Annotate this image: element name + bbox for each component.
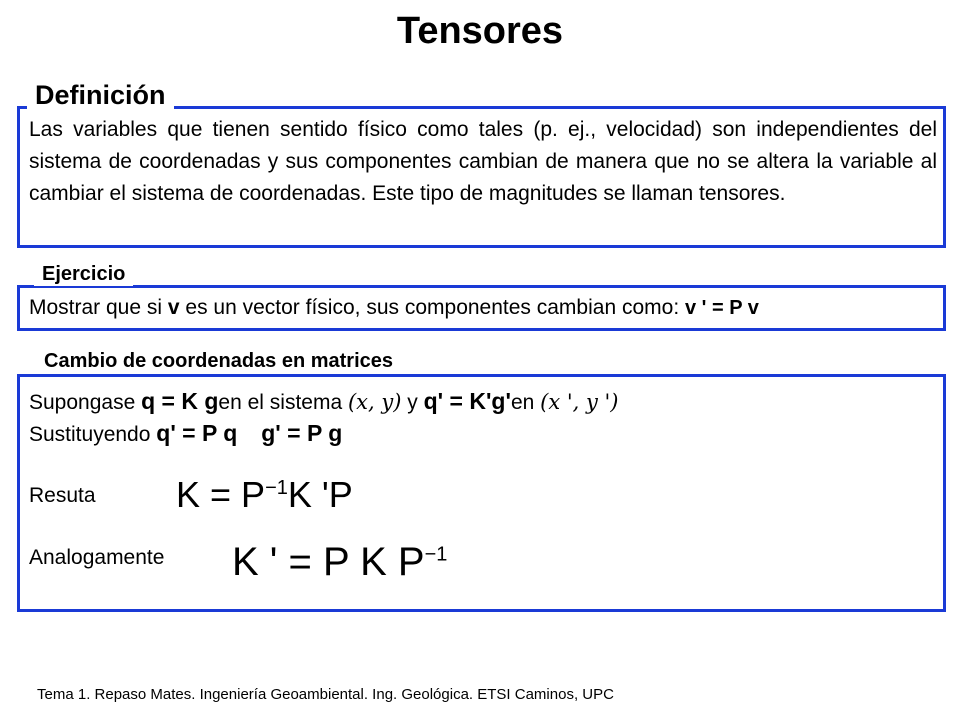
formula-g-pg: g' = P g bbox=[261, 420, 343, 446]
exercise-formula: v ' = P v bbox=[685, 297, 759, 319]
sustituyendo-label: Sustituyendo bbox=[29, 423, 157, 446]
y-label: y bbox=[401, 391, 424, 414]
supongase-label: Supongase bbox=[29, 391, 142, 414]
analog-formula-lhs: K ' = P K P bbox=[232, 540, 425, 584]
coordinate-change-heading: Cambio de coordenadas en matrices bbox=[36, 350, 401, 373]
resuta-formula-rhs: K 'P bbox=[287, 474, 353, 515]
resuta-formula bbox=[176, 474, 353, 516]
formula-q-kg: q = K g bbox=[141, 388, 219, 414]
exercise-vector-v: v bbox=[167, 296, 180, 319]
exercise-text bbox=[29, 296, 759, 320]
formula-xy-prime: (x ', y ') bbox=[540, 390, 619, 414]
definition-text: Las variables que tienen sentido físico como tales (p. ej., velocidad) son independientes del sistema de coordenadas y sus componentes cambian de manera que no se altera la variable al cambiar el sistema de coordenadas. Este tipo de magnitudes se llaman tensores. bbox=[29, 118, 937, 205]
resuta-formula-lhs: K = P bbox=[176, 474, 266, 515]
formula-q-pq: q' = P q bbox=[156, 420, 238, 446]
formula-xy: (x, y) bbox=[347, 390, 402, 414]
resuta-label: Resuta bbox=[29, 484, 96, 507]
analogamente-label: Analogamente bbox=[29, 546, 165, 569]
exercise-heading: Ejercicio bbox=[34, 263, 133, 286]
analog-formula-exp: −1 bbox=[424, 543, 448, 566]
sustituyendo-line bbox=[29, 420, 342, 447]
slide-title: Tensores bbox=[396, 10, 564, 52]
definition-heading: Definición bbox=[27, 80, 174, 111]
slide-footer: Tema 1. Repaso Mates. Ingeniería Geoambiental. Ing. Geológica. ETSI Caminos, UPC bbox=[37, 686, 614, 703]
exercise-text-a: Mostrar que si bbox=[29, 296, 168, 319]
resuta-formula-exp: −1 bbox=[265, 477, 288, 499]
sistema-label: en el sistema bbox=[218, 391, 348, 414]
en-label: en bbox=[510, 391, 541, 414]
analog-formula bbox=[232, 540, 447, 585]
exercise-text-b: es un vector físico, sus componentes cambian como: bbox=[179, 296, 680, 319]
formula-q-prime: q' = K'g' bbox=[423, 388, 511, 414]
supongase-line bbox=[29, 388, 618, 415]
